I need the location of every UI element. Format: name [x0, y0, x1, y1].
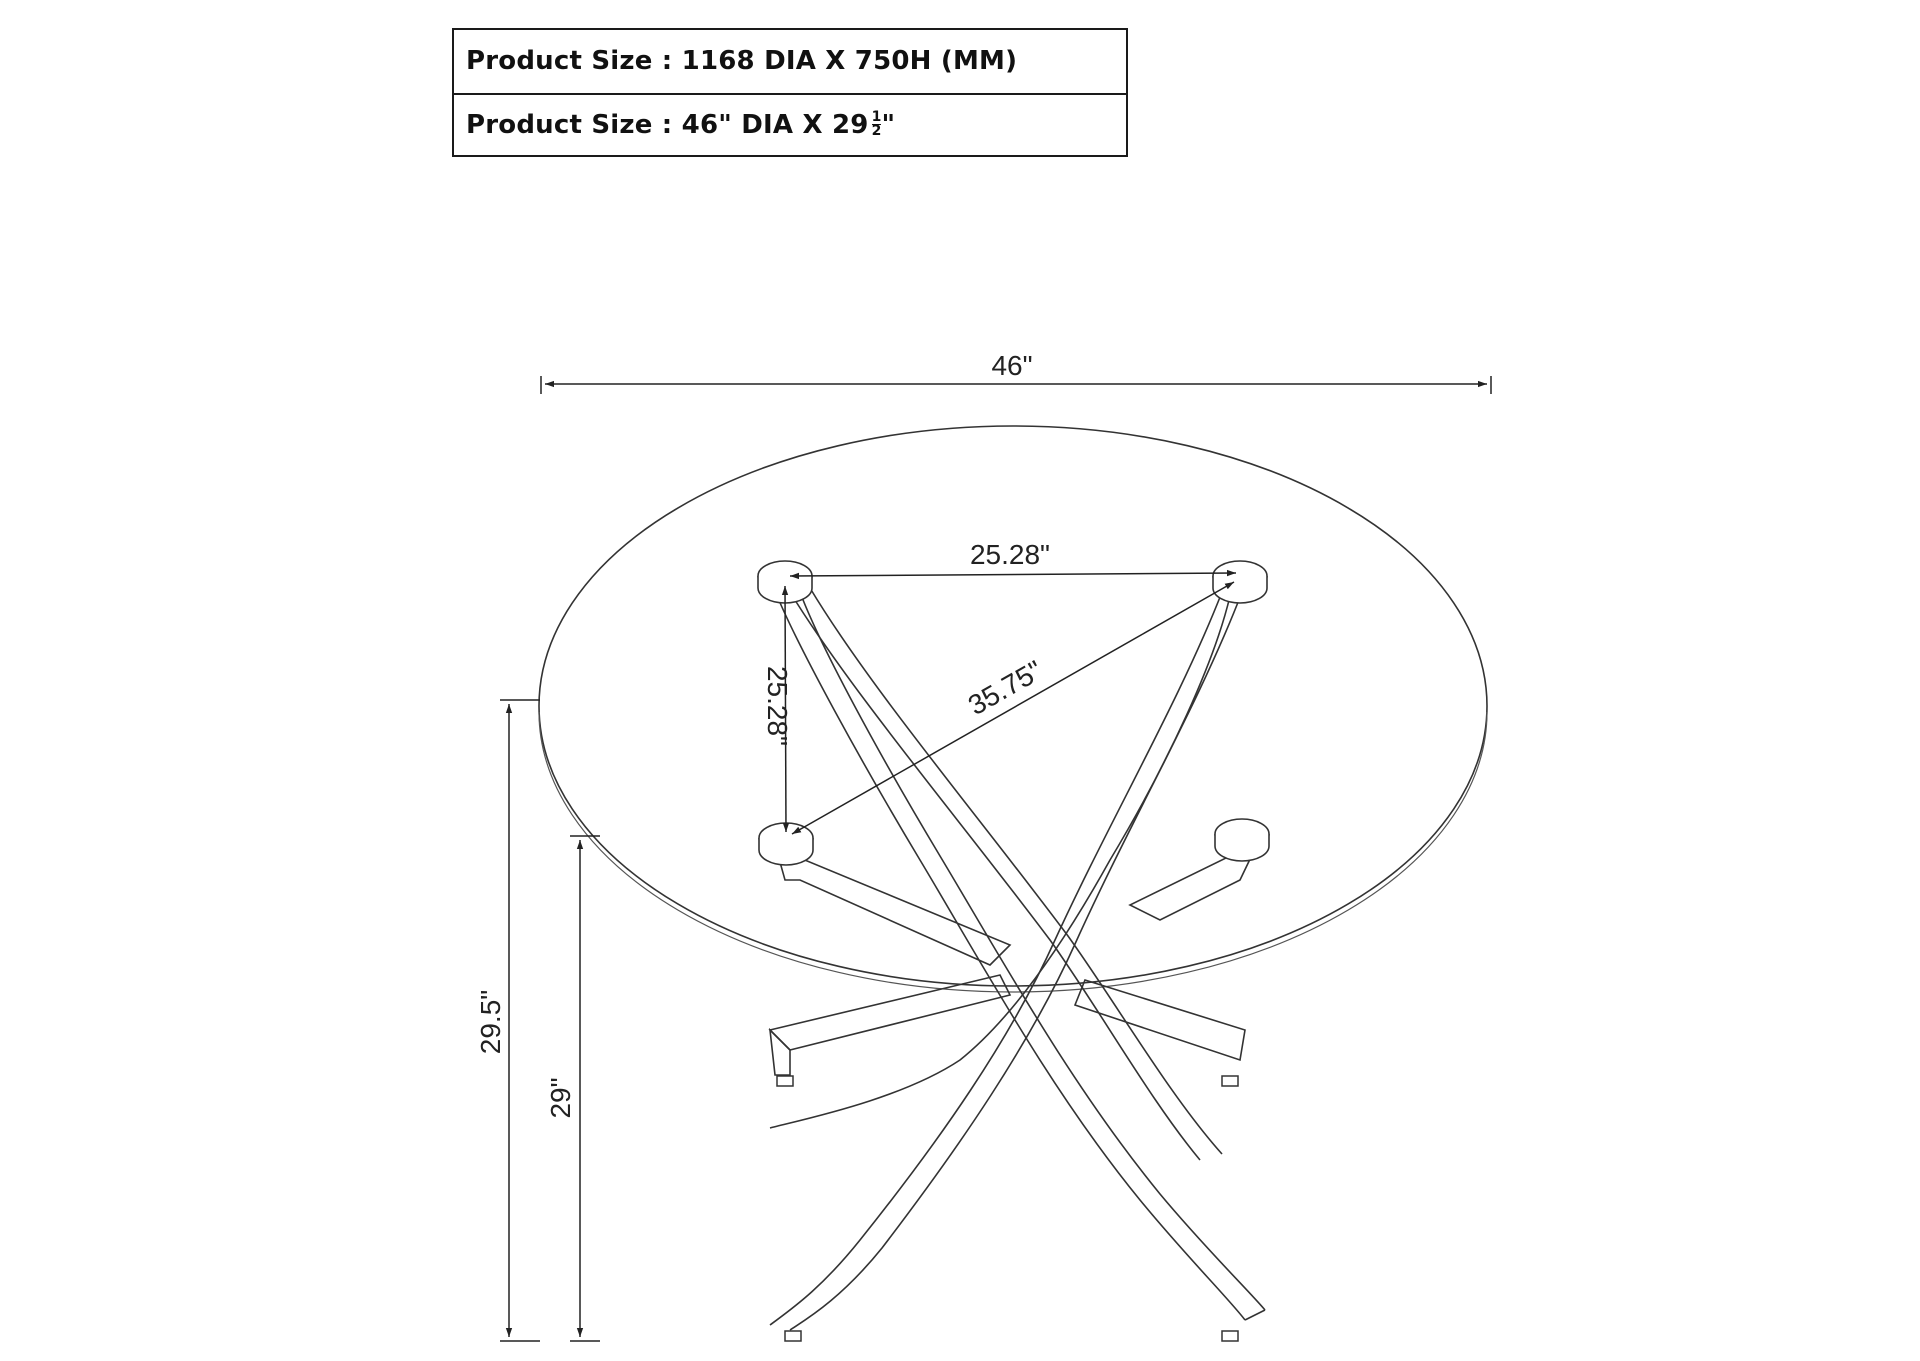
fraction-denominator: 2 — [871, 123, 882, 140]
spec-imperial-suffix: " — [881, 109, 896, 140]
tabletop — [539, 426, 1487, 992]
leg-span-top-line — [790, 573, 1236, 576]
bracket-front-right — [1130, 855, 1252, 920]
foot-bracket-right — [1075, 980, 1245, 1060]
foot-bracket-left — [770, 975, 1010, 1075]
leveler-foot-bottom-left — [785, 1331, 801, 1341]
leg-span-diagonal-label: 35.75" — [962, 654, 1048, 722]
leg-span-diagonal-line — [792, 582, 1234, 834]
leg-span-top-dimension — [790, 539, 1236, 576]
diameter-dimension — [541, 350, 1491, 394]
total-height-label: 29.5" — [475, 989, 506, 1055]
fraction-numerator: 1 — [871, 109, 882, 126]
diameter-label: 46" — [991, 350, 1033, 381]
leg-span-side-dimension — [762, 586, 793, 832]
leg-span-top-label: 25.28" — [969, 539, 1051, 570]
total-height-dimension — [475, 700, 540, 1341]
leveler-foot-bottom-right — [1222, 1331, 1238, 1341]
tabletop-bottom-edge — [539, 712, 1487, 992]
leveler-feet — [777, 1076, 1238, 1341]
leg-span-diagonal-dimension — [792, 582, 1234, 834]
tabletop-top-edge — [539, 426, 1487, 986]
spec-metric-text: Product Size : 1168 DIA X 750H (MM) — [466, 46, 1018, 77]
bracket-front-left — [778, 855, 1010, 965]
spec-imperial-text: Product Size : 46" DIA X 29 — [466, 109, 869, 140]
base-height-dimension — [545, 836, 600, 1341]
cup-pad-front-left-side — [759, 838, 813, 865]
base-height-label: 29" — [545, 1077, 576, 1119]
leg-span-side-label: 25.28" — [762, 665, 793, 747]
leveler-foot-left — [777, 1076, 793, 1086]
leveler-foot-right — [1222, 1076, 1238, 1086]
cup-pad-front-right-side — [1215, 834, 1269, 861]
